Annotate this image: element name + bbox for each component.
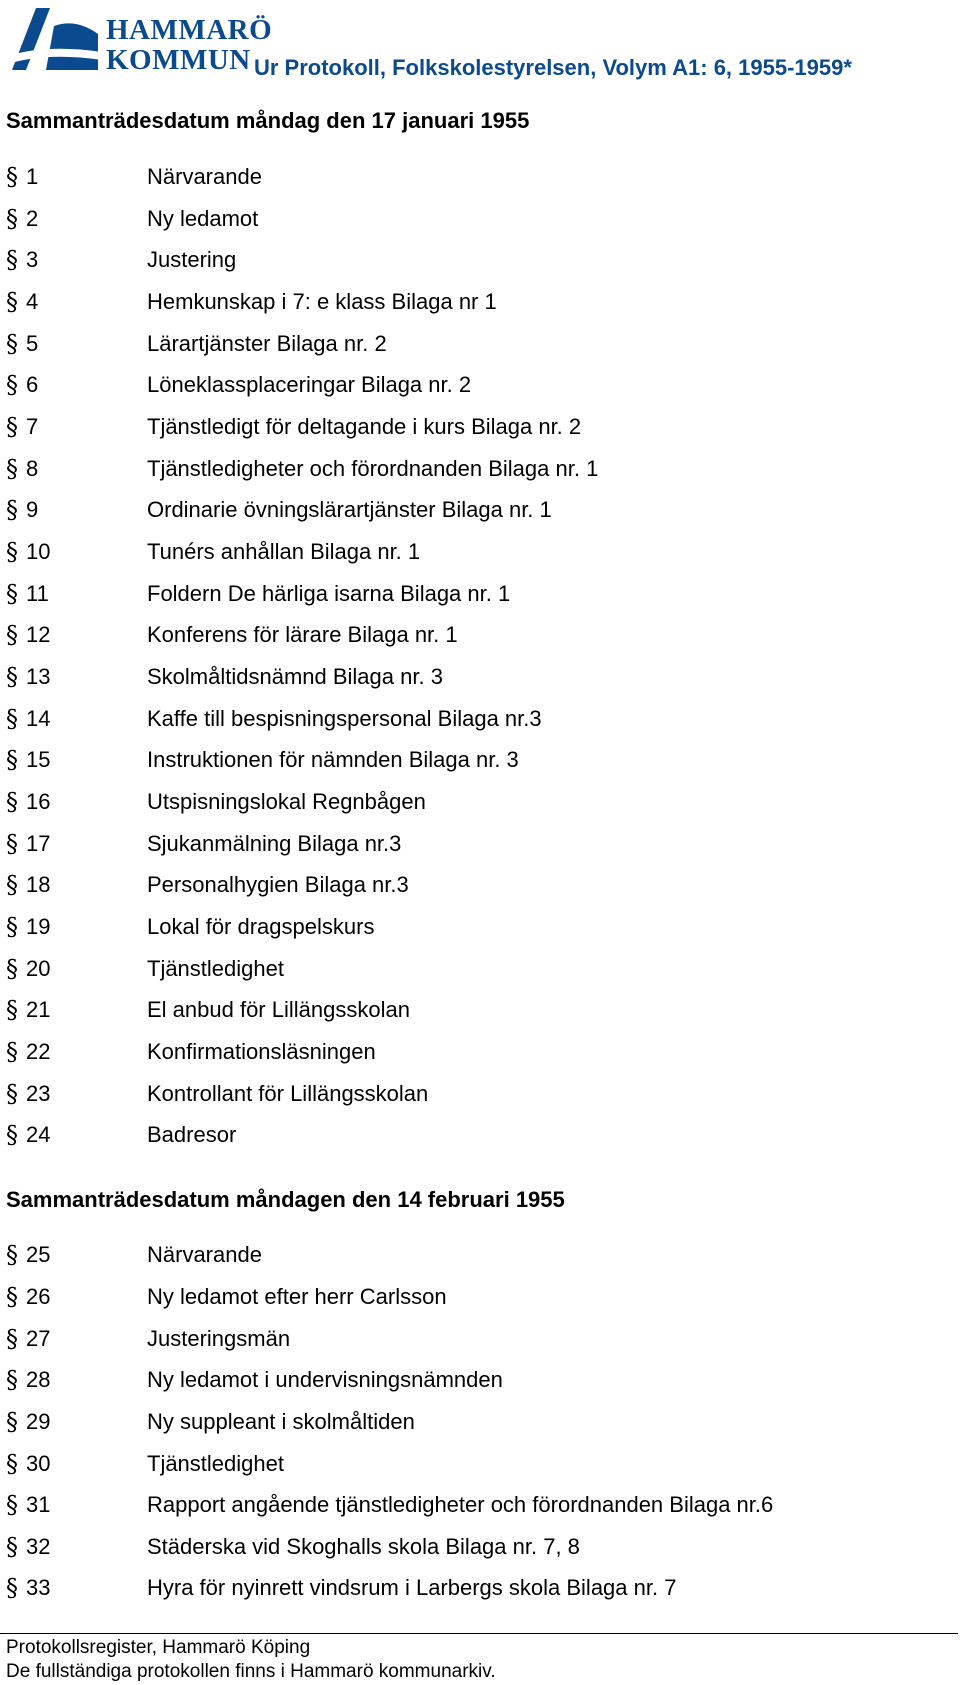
item-text: Lokal för dragspelskurs xyxy=(147,914,375,939)
section-sign-icon: § xyxy=(6,996,18,1024)
item-text: Närvarande xyxy=(147,1242,262,1267)
logo-text-line1: HAMMARÖ xyxy=(106,14,273,46)
item-number: 17 xyxy=(26,831,51,856)
item-text: Instruktionen för nämnden Bilaga nr. 3 xyxy=(147,747,519,772)
section-sign-icon: § xyxy=(6,538,18,566)
item-number: 14 xyxy=(26,706,51,731)
item-number: 25 xyxy=(26,1242,51,1267)
item-number: 32 xyxy=(26,1534,51,1559)
item-text: El anbud för Lillängsskolan xyxy=(147,997,410,1022)
item-text: Ny suppleant i skolmåltiden xyxy=(147,1409,415,1434)
section-sign-icon: § xyxy=(6,871,18,899)
item-number: 15 xyxy=(26,747,51,772)
item-number: 28 xyxy=(26,1367,51,1392)
section-sign-icon: § xyxy=(6,663,18,691)
item-number: 13 xyxy=(26,664,51,689)
item-text: Konfirmationsläsningen xyxy=(147,1039,376,1064)
item-text: Ny ledamot efter herr Carlsson xyxy=(147,1284,447,1309)
item-text: Kontrollant för Lillängsskolan xyxy=(147,1081,429,1106)
item-text: Tunérs anhållan Bilaga nr. 1 xyxy=(147,539,421,564)
item-text: Justering xyxy=(147,247,237,272)
section-sign-icon: § xyxy=(6,205,18,233)
item-number: 30 xyxy=(26,1451,51,1476)
item-text: Löneklassplaceringar Bilaga nr. 2 xyxy=(147,372,472,397)
section-sign-icon: § xyxy=(6,1325,18,1353)
item-text: Hyra för nyinrett vindsrum i Larbergs skola Bilaga nr. 7 xyxy=(147,1575,677,1600)
item-text: Ny ledamot i undervisningsnämnden xyxy=(147,1367,503,1392)
item-number: 5 xyxy=(26,331,39,356)
item-number: 9 xyxy=(26,497,39,522)
section-sign-icon: § xyxy=(6,580,18,608)
section-sign-icon: § xyxy=(6,163,18,191)
item-text: Foldern De härliga isarna Bilaga nr. 1 xyxy=(147,581,511,606)
item-number: 8 xyxy=(26,456,39,481)
document-title: Ur Protokoll, Folkskolestyrelsen, Volym A1: 6, 1955-1959* xyxy=(254,55,852,80)
item-text: Badresor xyxy=(147,1122,237,1147)
item-number: 1 xyxy=(26,164,39,189)
item-number: 33 xyxy=(26,1575,51,1600)
section-sign-icon: § xyxy=(6,705,18,733)
item-number: 3 xyxy=(26,247,39,272)
section-sign-icon: § xyxy=(6,1491,18,1519)
section-sign-icon: § xyxy=(6,455,18,483)
item-text: Hemkunskap i 7: e klass Bilaga nr 1 xyxy=(147,289,497,314)
logo-text-line2: KOMMUN xyxy=(106,44,251,76)
footer-divider xyxy=(0,1633,958,1634)
item-number: 7 xyxy=(26,414,39,439)
section-sign-icon: § xyxy=(6,288,18,316)
section-sign-icon: § xyxy=(6,1038,18,1066)
section-sign-icon: § xyxy=(6,1533,18,1561)
item-number: 12 xyxy=(26,622,51,647)
item-text: Ny ledamot xyxy=(147,206,259,231)
section-sign-icon: § xyxy=(6,1241,18,1269)
item-text: Skolmåltidsnämnd Bilaga nr. 3 xyxy=(147,664,443,689)
item-number: 24 xyxy=(26,1122,51,1147)
section-sign-icon: § xyxy=(6,246,18,274)
section-sign-icon: § xyxy=(6,330,18,358)
section-sign-icon: § xyxy=(6,1574,18,1602)
section-sign-icon: § xyxy=(6,830,18,858)
item-number: 18 xyxy=(26,872,51,897)
item-number: 21 xyxy=(26,997,51,1022)
section-sign-icon: § xyxy=(6,1283,18,1311)
item-text: Kaffe till bespisningspersonal Bilaga nr.3 xyxy=(147,706,542,731)
item-number: 6 xyxy=(26,372,39,397)
hammaro-kommun-logo xyxy=(6,4,273,76)
item-number: 27 xyxy=(26,1326,51,1351)
meeting-heading: Sammanträdesdatum måndagen den 14 februari 1955 xyxy=(6,1187,565,1212)
footer-text-line1: Protokollsregister, Hammarö Köping xyxy=(6,1637,311,1658)
section-sign-icon: § xyxy=(6,788,18,816)
section-sign-icon: § xyxy=(6,496,18,524)
item-text: Tjänstledighet xyxy=(147,1451,284,1476)
section-sign-icon: § xyxy=(6,746,18,774)
logo-mark-icon xyxy=(6,4,106,76)
item-number: 23 xyxy=(26,1081,51,1106)
section-sign-icon: § xyxy=(6,1366,18,1394)
section-sign-icon: § xyxy=(6,913,18,941)
item-text: Tjänstledighet xyxy=(147,956,284,981)
item-text: Utspisningslokal Regnbågen xyxy=(147,789,426,814)
section-sign-icon: § xyxy=(6,1121,18,1149)
item-number: 20 xyxy=(26,956,51,981)
section-sign-icon: § xyxy=(6,1450,18,1478)
section-sign-icon: § xyxy=(6,1080,18,1108)
item-text: Ordinarie övningslärartjänster Bilaga nr. 1 xyxy=(147,497,552,522)
item-number: 11 xyxy=(26,581,49,606)
item-text: Sjukanmälning Bilaga nr.3 xyxy=(147,831,402,856)
item-number: 10 xyxy=(26,539,51,564)
section-sign-icon: § xyxy=(6,413,18,441)
section-sign-icon: § xyxy=(6,621,18,649)
item-number: 31 xyxy=(26,1492,51,1517)
item-text: Personalhygien Bilaga nr.3 xyxy=(147,872,409,897)
item-text: Tjänstledigt för deltagande i kurs Bilaga nr. 2 xyxy=(147,414,582,439)
item-number: 2 xyxy=(26,206,39,231)
item-text: Rapport angående tjänstledigheter och förordnanden Bilaga nr.6 xyxy=(147,1492,774,1517)
page-header xyxy=(0,0,960,90)
item-number: 26 xyxy=(26,1284,51,1309)
item-text: Justeringsmän xyxy=(147,1326,291,1351)
item-text: Konferens för lärare Bilaga nr. 1 xyxy=(147,622,458,647)
item-number: 22 xyxy=(26,1039,51,1064)
item-text: Närvarande xyxy=(147,164,262,189)
item-text: Städerska vid Skoghalls skola Bilaga nr. 7, 8 xyxy=(147,1534,580,1559)
section-sign-icon: § xyxy=(6,371,18,399)
item-number: 16 xyxy=(26,789,51,814)
item-text: Lärartjänster Bilaga nr. 2 xyxy=(147,331,387,356)
item-number: 29 xyxy=(26,1409,51,1434)
section-sign-icon: § xyxy=(6,955,18,983)
item-number: 19 xyxy=(26,914,51,939)
meeting-heading: Sammanträdesdatum måndag den 17 januari 1955 xyxy=(6,108,530,133)
footer-text-line2: De fullständiga protokollen finns i Hammarö kommunarkiv. xyxy=(6,1661,496,1682)
item-text: Tjänstledigheter och förordnanden Bilaga nr. 1 xyxy=(147,456,599,481)
item-number: 4 xyxy=(26,289,39,314)
section-sign-icon: § xyxy=(6,1408,18,1436)
